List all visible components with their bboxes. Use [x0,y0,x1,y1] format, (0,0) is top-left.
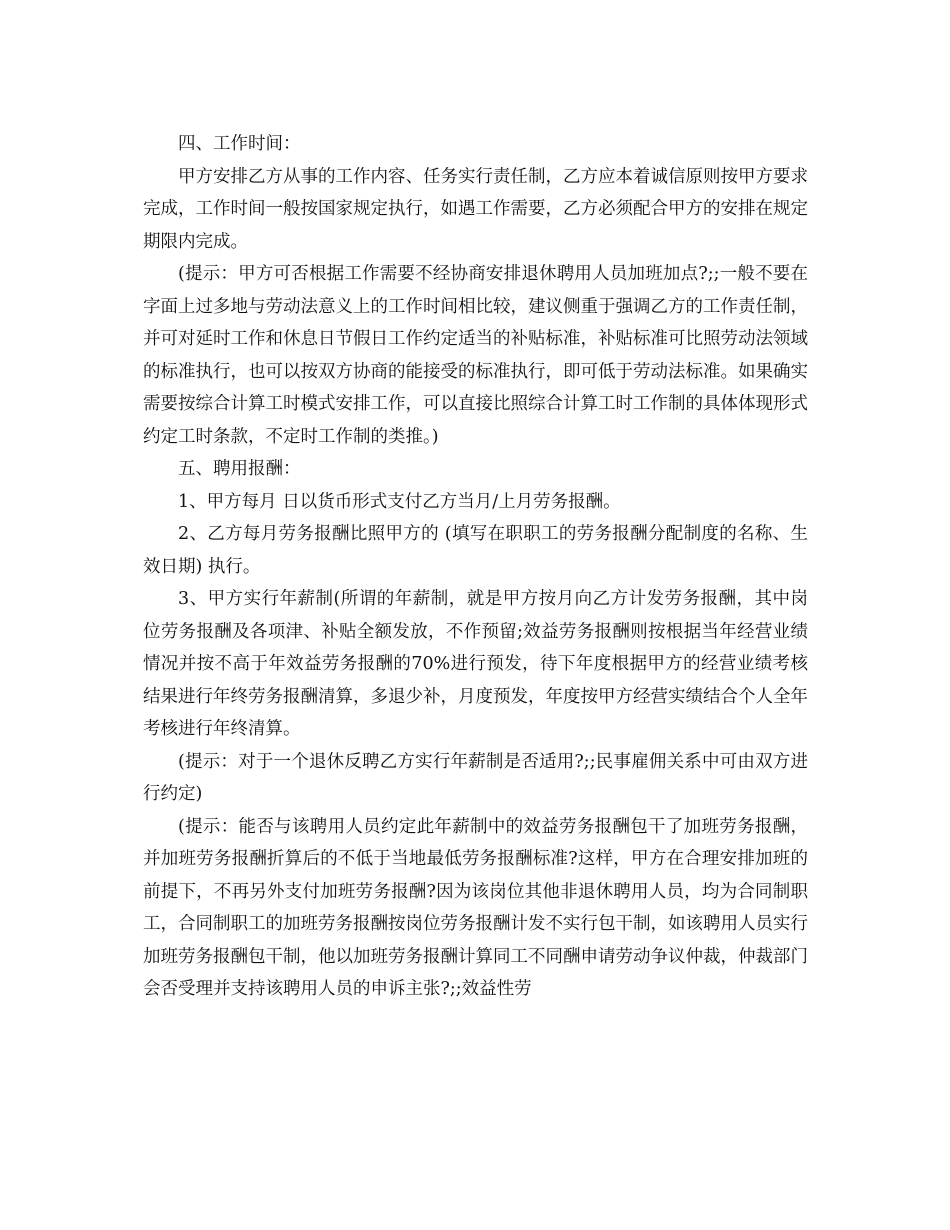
overtime-pay-note: (提示：能否与该聘用人员约定此年薪制中的效益劳务报酬包干了加班劳务报酬，并加班劳务报酬折算后的不低于当地最低劳务报酬标准?这样，甲方在合理安排加班的前提下，不再另外支付加班劳务报酬?因为该岗位其他非退休聘用人员，均为合同制职工，合同制职工的加班劳务报酬按岗位劳务报酬计发不实行包干制，如该聘用人员实行加班劳务报酬包干制，他以加班劳务报酬计算同工不同酬申请劳动争议仲裁，仲裁部门会否受理并支持该聘用人员的申诉主张?;;效益性劳 [143,816,808,999]
work-hours-note: (提示：甲方可否根据工作需要不经协商安排退休聘用人员加班加点?;;一般不要在字面上过多地与劳动法意义上的工作时间相比较，建议侧重于强调乙方的工作责任制，并可对延时工作和休息日节假日工作约定适当的补贴标准，补贴标准可比照劳动法领域的标准执行，也可以按双方协商的能接受的标准执行，即可低于劳动法标准。如果确实需要按综合计算工时模式安排工作，可以直接比照综合计算工时工作制的具体体现形式约定工时条款，不定时工作制的类推。) [143,264,808,447]
remuneration-clause-3: 3、甲方实行年薪制(所谓的年薪制，就是甲方按月向乙方计发劳务报酬，其中岗位劳务报酬及各项津、补贴全额发放，不作预留;效益劳务报酬则按根据当年经营业绩情况并按不高于年效益劳务报酬的70%进行预发，待下年度根据甲方的经营业绩考核结果进行年终劳务报酬清算，多退少补，月度预发，年度按甲方经营实绩结合个人全年考核进行年终清算。 [143,589,808,739]
remuneration-clause-1: 1、甲方每月 日以货币形式支付乙方当月/上月劳务报酬。 [178,491,621,512]
annual-salary-note: (提示：对于一个退休反聘乙方实行年薪制是否适用?;;民事雇佣关系中可由双方进行约定) [143,751,808,804]
document-body [143,128,808,1006]
section-heading-work-hours: 四、工作时间： [178,134,301,154]
section-heading-remuneration: 五、聘用报酬： [178,459,301,479]
work-hours-clause: 甲方安排乙方从事的工作内容、任务实行责任制，乙方应本着诚信原则按甲方要求完成，工作时间一般按国家规定执行，如遇工作需要，乙方必须配合甲方的安排在规定期限内完成。 [143,166,808,252]
remuneration-clause-2: 2、乙方每月劳务报酬比照甲方的 (填写在职职工的劳务报酬分配制度的名称、生效日期) 执行。 [143,524,808,577]
